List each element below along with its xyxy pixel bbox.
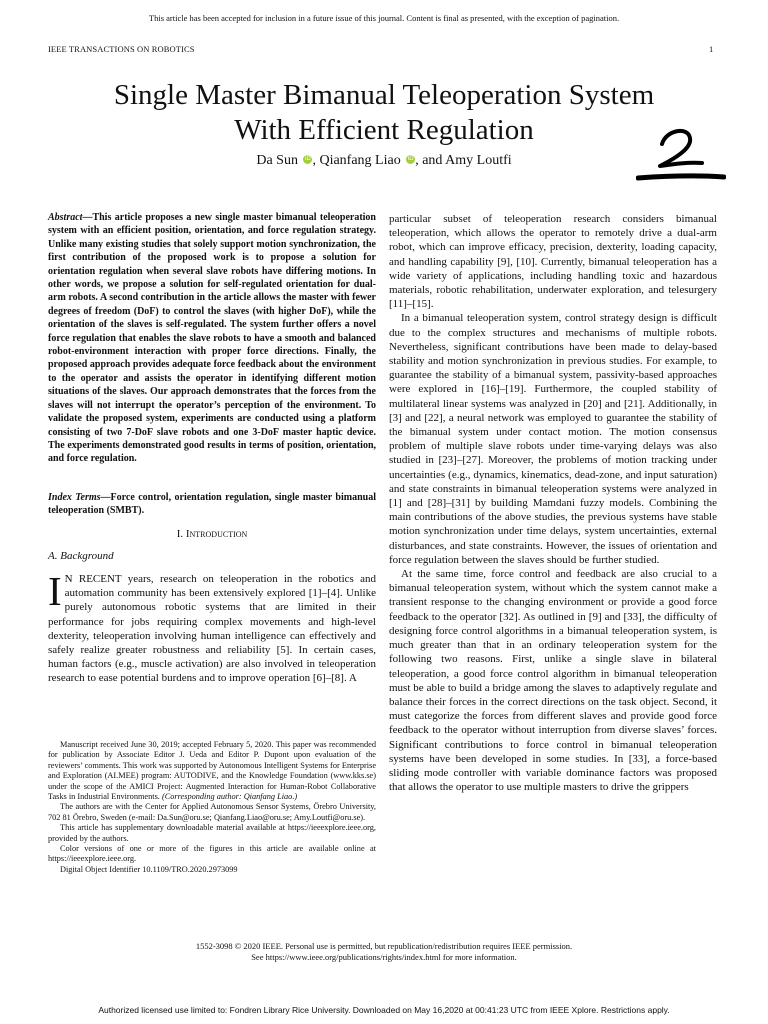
- license-notice: Authorized licensed use limited to: Fondren Library Rice University. Downloaded on May 16,2020 at 00:41:23 UTC from IEEE Xplore. Restrictions apply.: [98, 1005, 670, 1015]
- footnote-supplementary: This article has supplementary downloadable material available at https://ieeexplore.ieee.org, provided by the authors.: [48, 823, 376, 843]
- right-paragraph-1: particular subset of teleoperation research considers bimanual teleoperation, which allows the operator to remotely drive a dual-arm robot, which can improve efficacy, precision, dexterity, loading capacity, and handling capability [9], [10]. Currently, bimanual teleoperation has a wide variety of applications, including handling toxic and hazardous materials, robotic rehabilitation, underwater exploration, and telesurgery [11]–[15].: [389, 213, 717, 311]
- copyright-line-1: 1552-3098 © 2020 IEEE. Personal use is permitted, but republication/redistribution requires IEEE permission.: [195, 941, 573, 951]
- author-separator: ,: [312, 153, 316, 168]
- title-line-1: Single Master Bimanual Teleoperation System: [113, 79, 655, 111]
- abstract: [48, 211, 376, 466]
- subsection-heading: A. Background: [48, 550, 114, 562]
- right-paragraph-3: At the same time, force control and feedback are also crucial to a bimanual teleoperation system, without which the system cannot make a transient response to the changing environment or provide a good force feedback to the operator [32]. As outlined in [9] and [33], the difficulty of designing force control algorithms in a bimanual teleoperation system, is much greater than that in an ordinary teleoperation system for the following two reasons. First, unlike a single slave in bilateral teleoperation, a good force control algorithm in bimanual teleoperation must be able to build a bridge among the slaves to adaptively regulate and balance their forces in the correct directions on the task object. Second, it must categorize the forces from different slaves and provide good force feedback to the operator without interruption from diverse slaves’ forces. Significant contributions to force control in bimanual teleoperation systems have been developed in some studies. In [33], a force-based sliding mode controller with variable dominance factors was proposed that allows the operator to use multiple masters to drive the grippers: [389, 568, 717, 794]
- footnote-affiliation: The authors are with the Center for Applied Autonomous Sensor Systems, Örebro University, 702 81 Örebro, Sweden (e-mail: Da.Sun@oru.se; Qianfang.Liao@oru.se; Amy.Loutfi@oru.se).: [48, 802, 376, 822]
- copyright-line-2: See https://www.ieee.org/publications/rights/index.html for more information.: [251, 952, 517, 962]
- footnote-color: Color versions of one or more of the figures in this article are available online at https://ieeexplore.ieee.org.: [48, 844, 376, 864]
- corresponding-author: (Corresponding author: Qianfang Liao.): [159, 792, 298, 802]
- footnote-manuscript-text: Manuscript received June 30, 2019; accepted February 5, 2020. This paper was recommended for publication by Associate Editor J. Ueda and Editor P. Dupont upon evaluation of the reviewers’ comments. This work was supported by Autonomous Intelligent Systems for Enterprise and Exploration (AI.MEE) program: AUTODIVE, and the Knowledge Foundation (www.kks.se) under the scope of the AMICI Project: Augmented Interaction for Human-Robot Collaborative Tasks in Industrial Environments.: [48, 740, 376, 802]
- acceptance-note: This article has been accepted for inclusion in a future issue of this journal. Content is final as presented, with the exception of pagination.: [148, 13, 620, 23]
- right-paragraph-2: In a bimanual teleoperation system, control strategy design is difficult due to the complex structures and mechanisms of multiple robots. Nevertheless, significant contributions have been made to delay-based stability and motion synchronization in previous studies. For example, to guarantee the stability of a bimanual system, passivity-based approaches were explored in [16]–[19]. Furthermore, the coupled stability of multilateral linear systems was analyzed in [20] and [21]. Additionally, in [3] and [22], a neural network was employed to guarantee the stability of the bimanual system under contact motion. The motion consensus problem of multiple slave robots under time-varying delays was also studied in [23]–[27]. Moreover, the problems of motion tracking under uncertainties (e.g., dynamics, kinematics, dead-zone, and input saturation) and state constraints in bimanual teleoperation systems were analyzed in [1] and [28]–[31] by building Mamdani fuzzy models. Combining the main contributions of the above studies, the previous systems have stable motion synchronization under time delays, system uncertainties, external disturbances, and state constraints. However, the issues of orientation and force regulation between the slaves should be further studied.: [389, 312, 717, 566]
- copyright-notice: [0, 941, 768, 963]
- handwritten-number-annotation: [636, 116, 726, 186]
- orcid-icon[interactable]: iD: [305, 156, 311, 162]
- intro-paragraph: [48, 568, 376, 686]
- author-da-sun: Da Sun: [256, 153, 298, 168]
- section-title: Introduction: [185, 528, 248, 540]
- right-column: [389, 212, 717, 794]
- footnote-doi: Digital Object Identifier 10.1109/TRO.2020.2973099: [60, 864, 238, 874]
- section-number: I.: [176, 528, 186, 540]
- abstract-text: —This article proposes a new single master bimanual teleoperation system with an efficient position, orientation, and force regulation strategy. Unlike many existing studies that solely support motion synchronization, the first contribution of the proposed work is to propose a solution for orientation regulation when several slave robots have differing motions. In other words, we propose a solution for self-regulated orientation for dual-arm robots. A second contribution in the article allows the master with fewer degrees of freedom (DoF) to control the slaves (with higher DoF), while the orientation of the slaves is self-regulated. The system further offers a novel force regulation that enables the slave robots to have a smooth and balanced robot-environment interaction with proper force directions. Finally, the proposed approach provides adequate force feedback about the environment to the operator and assists the operator in identifying different motion situations of the slaves. Our approach demonstrates that the forces from the slaves will not interrupt the operator’s perception of the environment. To validate the proposed system, experiments are conducted using a platform consisting of two 7-DoF slave robots and one 3-DoF master haptic device. The experiments demonstrated good results in terms of position, orientation, and force regulation.: [48, 212, 376, 465]
- footnotes: [48, 740, 376, 875]
- abstract-label: Abstract: [48, 212, 83, 223]
- orcid-icon[interactable]: iD: [407, 156, 414, 162]
- section-heading: [48, 528, 376, 540]
- title-line-2: With Efficient Regulation: [234, 114, 534, 146]
- footnote-manuscript: [48, 740, 376, 802]
- page-number: 1: [709, 44, 714, 54]
- index-terms: [48, 491, 376, 518]
- index-terms-label: Index Terms: [48, 492, 101, 503]
- drop-cap: I: [48, 568, 62, 614]
- author-qianfang-liao: Qianfang Liao: [319, 153, 401, 168]
- author-amy-loutfi: , and Amy Loutfi: [415, 153, 512, 168]
- journal-name: IEEE TRANSACTIONS ON ROBOTICS: [48, 44, 195, 54]
- intro-text: N RECENT years, research on teleoperation in the robotics and automation community has been extensively explored [1]–[4]. Unlike purely autonomous robotic systems that are limited in their performance for jobs requiring complex movements and high-level dexterity, teleoperation involving human intelligence can effectively and safely realize greater robustness and reliability [5]. In certain cases, human factors (e.g., muscle activation) are also involved in teleoperation research to ease potential burdens and to improve operation [6]–[8]. A: [48, 573, 376, 685]
- index-terms-text: —Force control, orientation regulation, single master bimanual teleoperation (SMBT).: [48, 492, 376, 517]
